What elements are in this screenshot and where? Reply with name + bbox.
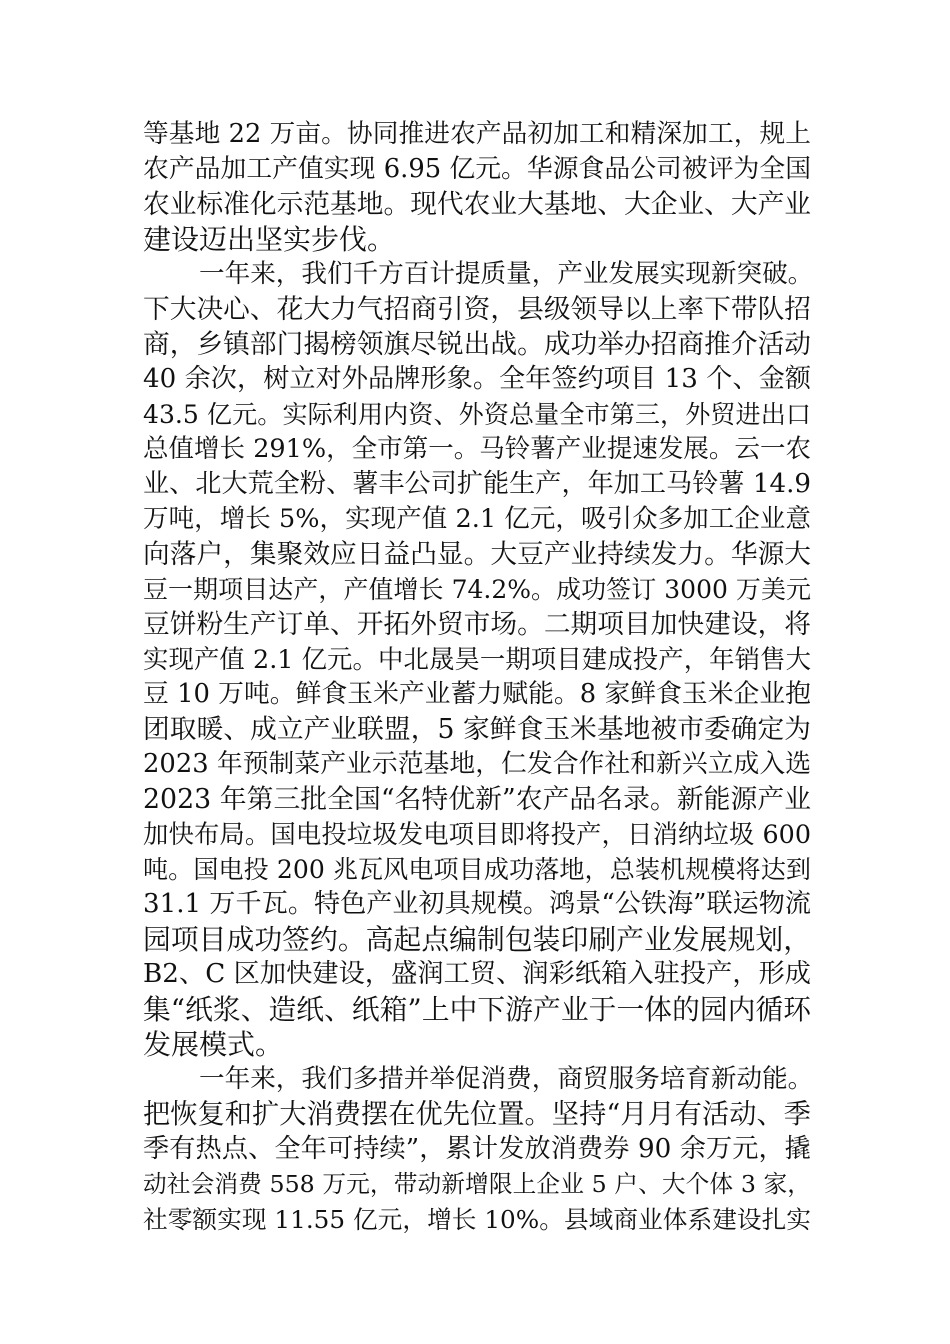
text-line: 万吨，增长 5%，实现产值 2.1 亿元，吸引众多加工企业意 bbox=[143, 504, 811, 534]
text-line: 把恢复和扩大消费摆在优先位置。坚持“月月有活动、季 bbox=[143, 1099, 811, 1130]
text-line: 豆 10 万吨。鲜食玉米产业蓄力赋能。8 家鲜食玉米企业抱 bbox=[143, 679, 811, 709]
text-line: 31.1 万千瓦。特色产业初具规模。鸿景“公铁海”联运物流 bbox=[143, 889, 811, 919]
text-line: 40 余次，树立对外品牌形象。全年签约项目 13 个、金额 bbox=[143, 364, 811, 394]
text-line: 等基地 22 万亩。协同推进农产品初加工和精深加工，规上 bbox=[143, 119, 811, 149]
text-line: 一年来，我们千方百计提质量，产业发展实现新突破。 bbox=[199, 259, 814, 289]
text-line: 一年来，我们多措并举促消费，商贸服务培育新动能。 bbox=[199, 1064, 814, 1094]
text-line: 加快布局。国电投垃圾发电项目即将投产，日消纳垃圾 600 bbox=[143, 819, 811, 849]
text-line: 季有热点、全年可持续”，累计发放消费券 90 余万元，撬 bbox=[143, 1134, 811, 1164]
text-line: 农产品加工产值实现 6.95 亿元。华源食品公司被评为全国 bbox=[143, 154, 811, 184]
text-line: 商，乡镇部门揭榜领旗尽锐出战。成功举办招商推介活动 bbox=[143, 329, 811, 360]
text-line: 团取暖、成立产业联盟，5 家鲜食玉米基地被市委确定为 bbox=[143, 714, 811, 745]
text-line: 2023 年第三批全国“名特优新”农产品名录。新能源产业 bbox=[143, 784, 811, 815]
text-line: 实现产值 2.1 亿元。中北晟昊一期项目建成投产，年销售大 bbox=[143, 644, 811, 674]
text-line: 园项目成功签约。高起点编制包装印刷产业发展规划， bbox=[143, 923, 811, 956]
text-line: 农业标准化示范基地。现代农业大基地、大企业、大产业 bbox=[143, 189, 811, 220]
text-line: 建设迈出坚实步伐。 bbox=[143, 223, 396, 256]
text-line: 向落户，集聚效应日益凸显。大豆产业持续发力。华源大 bbox=[143, 539, 811, 570]
body-text bbox=[143, 117, 814, 1237]
text-line: 豆一期项目达产，产值增长 74.2%。成功签订 3000 万美元 bbox=[143, 575, 811, 604]
text-line: 动社会消费 558 万元，带动新增限上企业 5 户、大个体 3 家， bbox=[143, 1170, 811, 1198]
text-line: 吨。国电投 200 兆瓦风电项目成功落地，总装机规模将达到 bbox=[143, 855, 811, 884]
text-line: 下大决心、花大力气招商引资，县级领导以上率下带队招 bbox=[143, 294, 811, 325]
text-line: 43.5 亿元。实际利用内资、外资总量全市第三，外贸进出口 bbox=[143, 400, 811, 429]
text-line: 2023 年预制菜产业示范基地，仁发合作社和新兴立成入选 bbox=[143, 749, 811, 779]
text-line: B2、C 区加快建设，盛润工贸、润彩纸箱入驻投产，形成 bbox=[143, 959, 811, 989]
text-line: 豆饼粉生产订单、开拓外贸市场。二期项目加快建设，将 bbox=[143, 609, 811, 640]
text-line: 总值增长 291%，全市第一。马铃薯产业提速发展。云一农 bbox=[143, 434, 811, 464]
text-line: 集“纸浆、造纸、纸箱”上中下游产业于一体的园内循环 bbox=[143, 993, 811, 1026]
text-line: 业、北大荒全粉、薯丰公司扩能生产，年加工马铃薯 14.9 bbox=[143, 469, 811, 499]
text-line: 社零额实现 11.55 亿元，增长 10%。县域商业体系建设扎实 bbox=[143, 1205, 811, 1234]
text-line: 发展模式。 bbox=[143, 1028, 284, 1061]
